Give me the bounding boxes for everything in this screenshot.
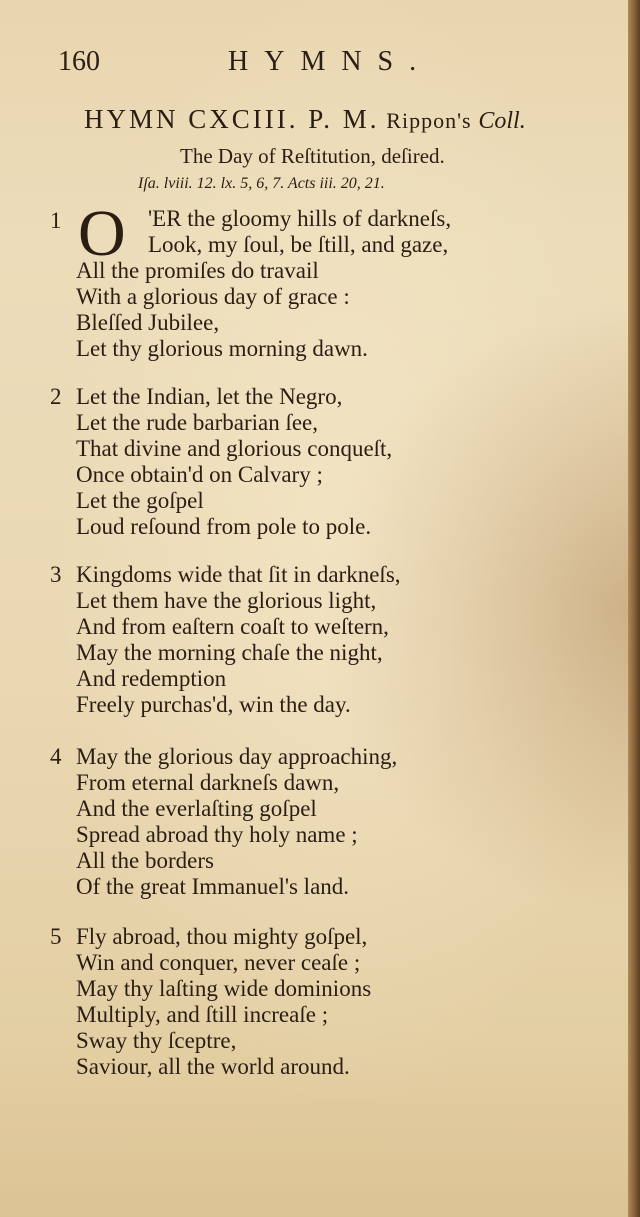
drop-cap: O (78, 197, 126, 270)
hymn-source: Rippon's (386, 108, 472, 133)
stanza-line: And redemption (76, 666, 227, 691)
stanza-number: 5 (50, 924, 62, 949)
stanza-line: Kingdoms wide that ſit in darkneſs, (76, 562, 401, 587)
stanza-line: With a glorious day of grace : (76, 284, 350, 309)
stanza-line: Of the great Immanuel's land. (76, 874, 350, 899)
stanza-line: Spread abroad thy holy name ; (76, 822, 358, 847)
hymn-heading (84, 104, 526, 135)
stanza-line: Freely purchas'd, win the day. (76, 692, 351, 717)
stanza-line: And from eaſtern coaſt to weſtern, (76, 614, 389, 639)
stanza-number: 2 (50, 384, 62, 409)
stanza-line: Win and conquer, never ceaſe ; (76, 950, 361, 975)
stanza-number: 3 (50, 562, 62, 587)
stanza-line: 'ER the gloomy hills of darkneſs, (148, 206, 452, 231)
stanza-line: Let the rude barbarian ſee, (76, 410, 319, 435)
stanza-line: And the everlaſting goſpel (76, 796, 317, 821)
stanza-line: May the glorious day approaching, (76, 744, 398, 769)
stanza-line: That divine and glorious conqueſt, (76, 436, 393, 461)
stanza-line: May thy laſting wide dominions (76, 976, 372, 1001)
stanza-number: 1 (50, 208, 62, 233)
page-edge-shadow (628, 0, 640, 1217)
running-head (58, 46, 458, 80)
stanza-line: May the morning chaſe the night, (76, 640, 383, 665)
stanza-line: Sway thy ſceptre, (76, 1028, 237, 1053)
stanza-number: 4 (50, 744, 62, 769)
stanza-line: Loud reſound from pole to pole. (76, 514, 372, 539)
stanza-line: From eternal darkneſs dawn, (76, 770, 340, 795)
stanza-line: Once obtain'd on Calvary ; (76, 462, 323, 487)
scripture-reference: Iſa. lviii. 12. lx. 5, 6, 7. Acts iii. 20, 21. (138, 175, 385, 192)
stanza-line: Fly abroad, thou mighty goſpel, (76, 924, 368, 949)
stanza-line: All the borders (76, 848, 214, 873)
stanza-line: Let the goſpel (76, 488, 204, 513)
stanza-line: Bleſſed Jubilee, (76, 310, 220, 335)
stanza-line: Let them have the glorious light, (76, 588, 377, 613)
stanza-line: All the promiſes do travail (76, 258, 319, 283)
hymn-source-abbrev: Coll. (478, 108, 526, 134)
hymn-subtitle: The Day of Reſtitution, deſired. (180, 144, 445, 168)
running-title: HYMNS. (228, 46, 433, 77)
stanza-line: Saviour, all the world around. (76, 1054, 350, 1079)
stanza-line: Let the Indian, let the Negro, (76, 384, 343, 409)
stanza-line: Multiply, and ſtill increaſe ; (76, 1002, 329, 1027)
hymn-title: HYMN CXCIII. P. M. (84, 104, 380, 134)
stanza-line: Let thy glorious morning dawn. (76, 336, 368, 361)
stanza-line: Look, my ſoul, be ſtill, and gaze, (148, 232, 449, 257)
page-number: 160 (58, 46, 100, 77)
